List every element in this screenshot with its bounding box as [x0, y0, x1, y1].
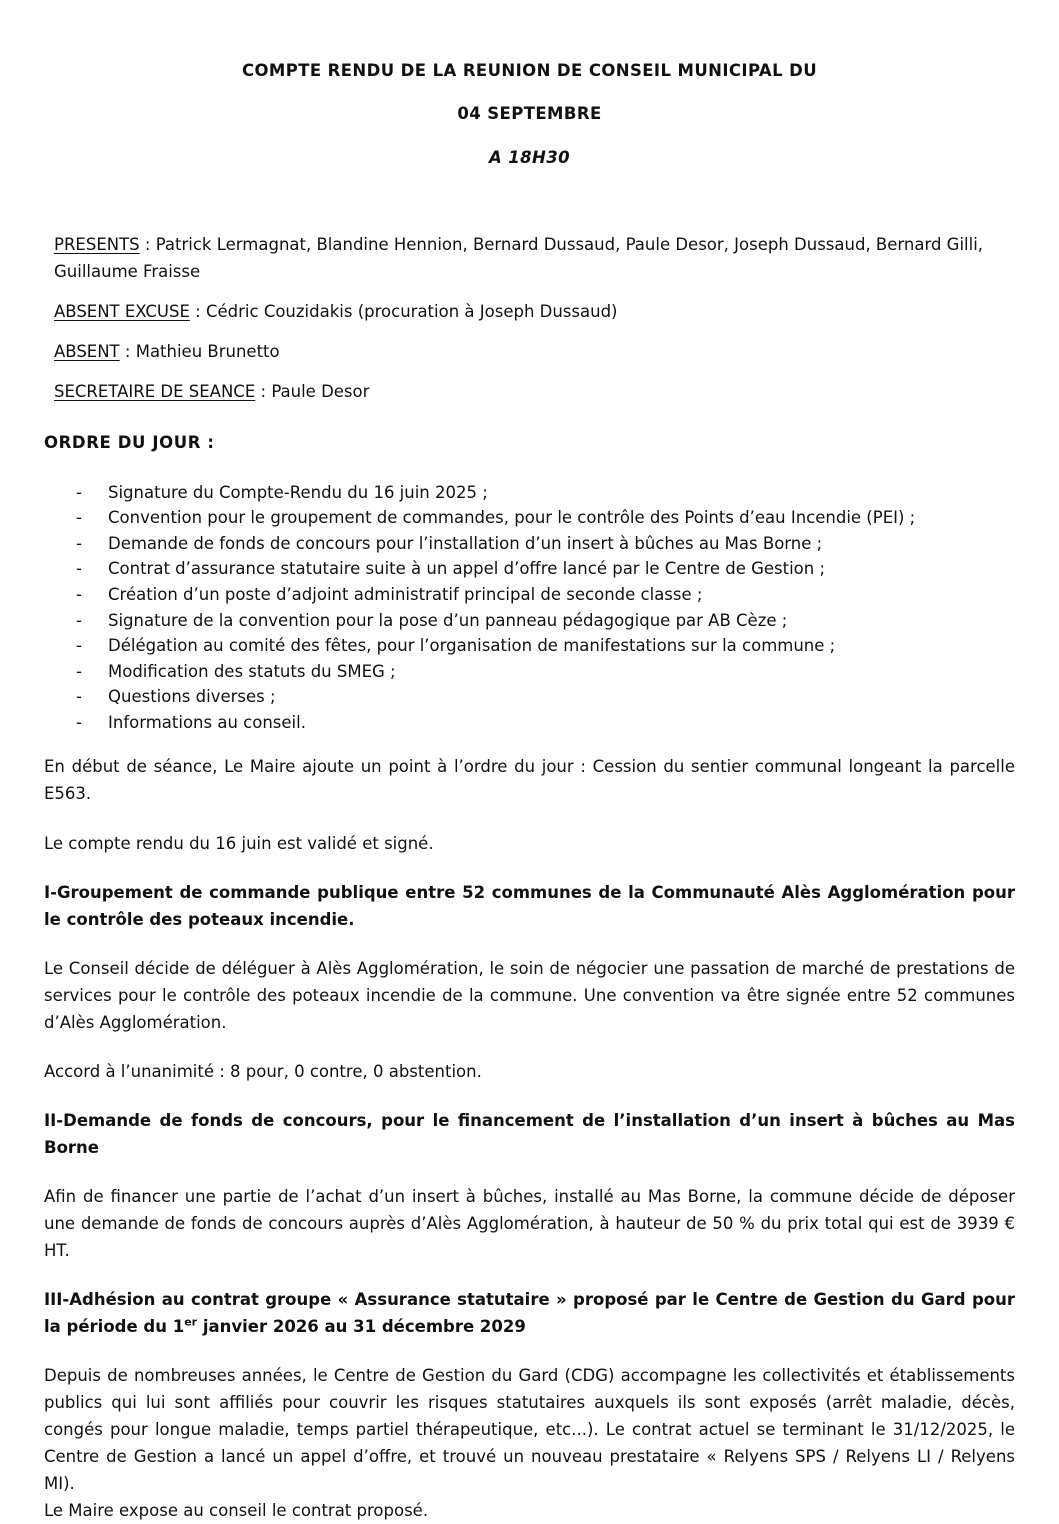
agenda-item-text: Questions diverses ;	[108, 687, 276, 707]
validation-note: Le compte rendu du 16 juin est validé et signé.	[44, 833, 434, 853]
agenda-item-text: Création d’un poste d’adjoint administratif principal de seconde classe ;	[108, 585, 703, 605]
section1-vote-result: Accord à l’unanimité : 8 pour, 0 contre, 0 abstention.	[44, 1061, 482, 1081]
attendance-value: Mathieu Brunetto	[135, 341, 280, 361]
agenda-item-text: Délégation au comité des fêtes, pour l’organisation de manifestations sur la commune ;	[108, 636, 836, 656]
attendance-section	[44, 231, 1015, 405]
agenda-item	[44, 531, 1015, 557]
attendance-row	[44, 338, 1015, 365]
agenda-bullet: -	[76, 508, 82, 528]
attendance-row	[44, 298, 1015, 325]
document-time: A 18H30	[488, 147, 571, 167]
agenda-item-text: Contrat d’assurance statutaire suite à un appel d’offre lancé par le Centre de Gestion ;	[108, 559, 826, 579]
agenda-list	[44, 480, 1015, 736]
agenda-item	[44, 608, 1015, 634]
intro-note: En début de séance, Le Maire ajoute un point à l’ordre du jour : Cession du sentier communal longeant la parcelle E563.	[44, 757, 1015, 804]
section3-paragraph-text: Depuis de nombreuses années, le Centre de Gestion du Gard (CDG) accompagne les collectivités et établissements publics qui lui sont affiliés pour couvrir les risques statutaires auxquels ils sont exposés (arrêt maladie, décès, congés pour longue maladie, temps partiel thérapeutique, etc...). Le contrat actuel se terminant le 31/12/2025, le Centre de Gestion a lancé un appel d’offre, et trouvé un nouveau prestataire « Relyens SPS / Relyens LI / Relyens MI).	[44, 1366, 1015, 1494]
attendance-row	[44, 378, 1015, 405]
document-date: 04 SEPTEMBRE	[457, 104, 602, 124]
section1-heading: I-Groupement de commande publique entre 52 communes de la Communauté Alès Agglomération pour le contrôle des poteaux incendie.	[44, 882, 1015, 929]
agenda-item	[44, 659, 1015, 685]
agenda-bullet: -	[76, 482, 82, 502]
attendance-separator: :	[255, 381, 272, 401]
attendance-label: SECRETAIRE DE SEANCE	[54, 381, 256, 401]
attendance-separator: :	[189, 301, 206, 321]
attendance-separator: :	[119, 341, 136, 361]
agenda-item-text: Signature de la convention pour la pose d’un panneau pédagogique par AB Cèze ;	[108, 610, 788, 630]
agenda-item	[44, 480, 1015, 506]
agenda-item	[44, 505, 1015, 531]
section2-heading: II-Demande de fonds de concours, pour le financement de l’installation d’un insert à bûches au Mas Borne	[44, 1110, 1015, 1157]
agenda-bullet: -	[76, 687, 82, 707]
agenda-bullet: -	[76, 533, 82, 553]
section3-heading-text-1: III-Adhésion au contrat groupe « Assurance statutaire » proposé par le Centre de Gestion du Gard pour la période du 1	[44, 1290, 1015, 1337]
agenda-item-text: Signature du Compte-Rendu du 16 juin 2025 ;	[108, 482, 488, 502]
agenda-bullet: -	[76, 559, 82, 579]
agenda-item	[44, 582, 1015, 608]
agenda-item	[44, 710, 1015, 736]
agenda-item	[44, 633, 1015, 659]
agenda-item-text: Modification des statuts du SMEG ;	[108, 661, 396, 681]
agenda-item-text: Informations au conseil.	[108, 712, 306, 732]
agenda-item	[44, 684, 1015, 710]
agenda-bullet: -	[76, 661, 82, 681]
section3-heading	[44, 1286, 1015, 1340]
attendance-label: ABSENT	[54, 341, 120, 361]
agenda-item-text: Demande de fonds de concours pour l’installation d’un insert à bûches au Mas Borne ;	[108, 533, 823, 553]
document-title-block	[44, 60, 1015, 169]
document-body	[44, 753, 1015, 1524]
agenda-heading: ORDRE DU JOUR :	[44, 433, 215, 453]
agenda-item	[44, 556, 1015, 582]
agenda-bullet: -	[76, 610, 82, 630]
agenda-bullet: -	[76, 636, 82, 656]
attendance-value: Cédric Couzidakis (procuration à Joseph Dussaud)	[205, 301, 618, 321]
attendance-separator: :	[139, 234, 156, 254]
attendance-value: Patrick Lermagnat, Blandine Hennion, Bernard Dussaud, Paule Desor, Joseph Dussaud, Bernard Gilli, Guillaume Fraisse	[54, 234, 984, 281]
document-title: COMPTE RENDU DE LA REUNION DE CONSEIL MUNICIPAL DU	[241, 61, 818, 80]
agenda-bullet: -	[76, 585, 82, 605]
attendance-row	[44, 231, 1015, 285]
attendance-value: Paule Desor	[271, 381, 370, 401]
section3-heading-superscript: er	[184, 1315, 198, 1329]
section1-paragraph: Le Conseil décide de déléguer à Alès Agglomération, le soin de négocier une passation de marché de prestations de services pour le contrôle des poteaux incendie de la commune. Une convention va être signée entre 52 communes d’Alès Agglomération.	[44, 958, 1015, 1032]
section3-heading-text-2: janvier 2026 au 31 décembre 2029	[197, 1317, 526, 1337]
attendance-label: ABSENT EXCUSE	[54, 301, 190, 321]
agenda-item-text: Convention pour le groupement de commandes, pour le contrôle des Points d’eau Incendie (PEI) ;	[108, 508, 916, 528]
agenda-bullet: -	[76, 712, 82, 732]
section3-paragraph	[44, 1362, 1015, 1524]
section3-closing-text: Le Maire expose au conseil le contrat proposé.	[44, 1501, 429, 1521]
section2-paragraph: Afin de financer une partie de l’achat d’un insert à bûches, installé au Mas Borne, la commune décide de déposer une demande de fonds de concours auprès d’Alès Agglomération, à hauteur de 50 % du prix total qui est de 3939 € HT.	[44, 1186, 1015, 1261]
attendance-label: PRESENTS	[54, 234, 140, 254]
